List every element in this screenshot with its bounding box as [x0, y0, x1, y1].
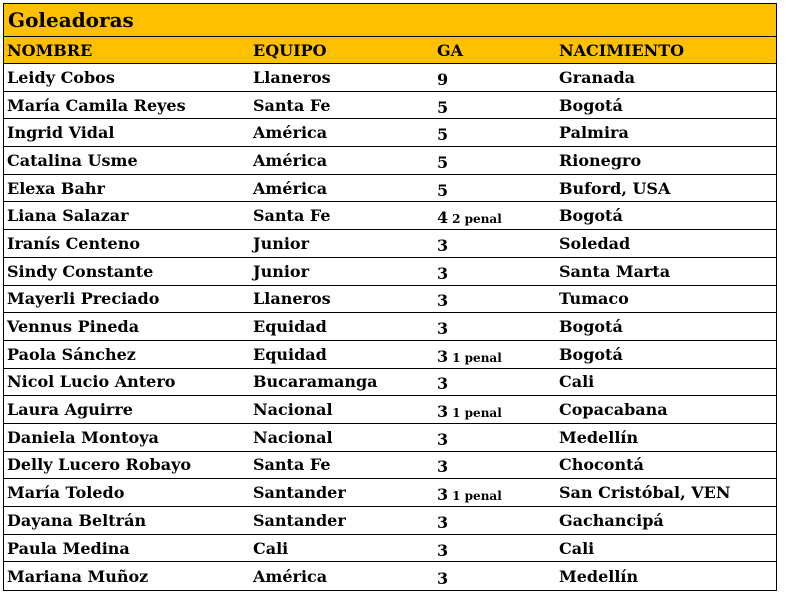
table-row: [4, 230, 776, 258]
table-row: [4, 313, 776, 341]
player-name: Elexa Bahr: [7, 178, 105, 198]
table-row: [4, 119, 776, 147]
table-row: [4, 479, 776, 507]
player-birthplace: Granada: [559, 67, 636, 87]
player-goals: 3: [437, 291, 449, 311]
player-birthplace: Cali: [559, 372, 595, 392]
table-row: [4, 202, 776, 230]
player-goals: 3: [437, 429, 449, 449]
player-goals-cell: [434, 565, 556, 588]
table-row: [4, 396, 776, 424]
player-goals-cell: [434, 537, 556, 560]
player-team: Santander: [253, 483, 346, 503]
player-birthplace: Soledad: [559, 233, 631, 253]
player-name: Catalina Usme: [7, 150, 138, 170]
player-team: América: [253, 566, 328, 586]
player-name: Daniela Montoya: [7, 427, 159, 447]
player-name: Liana Salazar: [7, 206, 129, 226]
table-row: [4, 92, 776, 120]
player-goals-cell: [434, 509, 556, 532]
player-name: Mariana Muñoz: [7, 566, 149, 586]
player-name: María Camila Reyes: [7, 95, 186, 115]
player-birthplace: Cali: [559, 538, 595, 558]
player-name: Sindy Constante: [7, 261, 154, 281]
player-name: Ingrid Vidal: [7, 123, 115, 143]
player-goals: 5: [437, 152, 449, 172]
player-team: Santander: [253, 510, 346, 530]
table-row: [4, 369, 776, 397]
player-name: Laura Aguirre: [7, 400, 133, 420]
column-header-team: EQUIPO: [253, 40, 327, 60]
column-header-birthplace: NACIMIENTO: [559, 40, 685, 60]
player-goals-cell: [434, 204, 556, 227]
player-birthplace: Bogotá: [559, 344, 623, 364]
player-team: Santa Fe: [253, 206, 331, 226]
player-goals-cell: [434, 260, 556, 283]
player-goals: 5: [437, 180, 449, 200]
player-name: Dayana Beltrán: [7, 510, 147, 530]
player-name: Nicol Lucio Antero: [7, 372, 176, 392]
player-team: Equidad: [253, 344, 327, 364]
table-row: [4, 424, 776, 452]
table-row: [4, 64, 776, 92]
player-goals-cell: [434, 66, 556, 89]
player-birthplace: Bogotá: [559, 95, 623, 115]
player-goals-cell: [434, 398, 556, 421]
column-header-row: [4, 37, 776, 64]
column-header-name: NOMBRE: [7, 40, 93, 60]
player-team: Nacional: [253, 427, 333, 447]
table-row: [4, 258, 776, 286]
player-goals: 3: [437, 319, 449, 339]
player-team: América: [253, 150, 328, 170]
penalty-note: 2 penal: [452, 212, 502, 227]
player-team: Junior: [253, 261, 310, 281]
player-team: Junior: [253, 233, 310, 253]
player-goals-cell: [434, 453, 556, 476]
player-goals-cell: [434, 232, 556, 255]
player-birthplace: Bogotá: [559, 317, 623, 337]
player-goals: 3: [437, 568, 449, 588]
table-row: [4, 562, 776, 590]
player-goals-cell: [434, 177, 556, 200]
player-goals: 3: [437, 540, 449, 560]
table-row: [4, 507, 776, 535]
player-birthplace: Buford, USA: [559, 178, 671, 198]
player-birthplace: Rionegro: [559, 150, 642, 170]
player-goals-cell: [434, 343, 556, 366]
player-team: Llaneros: [253, 67, 331, 87]
player-goals: 3: [437, 512, 449, 532]
player-goals: 3: [437, 346, 449, 366]
player-team: Llaneros: [253, 289, 331, 309]
player-team: Equidad: [253, 317, 327, 337]
player-goals: 3: [437, 263, 449, 283]
player-birthplace: Palmira: [559, 123, 629, 143]
player-goals-cell: [434, 315, 556, 338]
player-birthplace: Tumaco: [559, 289, 629, 309]
player-name: María Toledo: [7, 483, 125, 503]
table-row: [4, 175, 776, 203]
player-goals-cell: [434, 481, 556, 504]
player-name: Vennus Pineda: [7, 317, 140, 337]
player-goals: 3: [437, 235, 449, 255]
penalty-note: 1 penal: [452, 489, 502, 504]
player-goals-cell: [434, 94, 556, 117]
player-birthplace: Medellín: [559, 427, 639, 447]
player-team: Nacional: [253, 400, 333, 420]
scorers-table: [3, 3, 777, 591]
player-team: Santa Fe: [253, 455, 331, 475]
player-name: Paola Sánchez: [7, 344, 136, 364]
player-goals-cell: [434, 426, 556, 449]
player-goals-cell: [434, 370, 556, 393]
player-team: Santa Fe: [253, 95, 331, 115]
player-goals: 3: [437, 457, 449, 477]
player-team: América: [253, 123, 328, 143]
player-team: Cali: [253, 538, 289, 558]
player-name: Paula Medina: [7, 538, 130, 558]
player-birthplace: Chocontá: [559, 455, 644, 475]
player-name: Delly Lucero Robayo: [7, 455, 192, 475]
player-goals-cell: [434, 149, 556, 172]
column-header-goals: GA: [437, 40, 464, 60]
player-goals-cell: [434, 287, 556, 310]
table-row: [4, 286, 776, 314]
player-birthplace: Santa Marta: [559, 261, 671, 281]
table-body: [4, 64, 776, 590]
table-row: [4, 341, 776, 369]
player-goals: 4: [437, 208, 449, 228]
player-birthplace: Medellín: [559, 566, 639, 586]
player-birthplace: Bogotá: [559, 206, 623, 226]
player-goals: 5: [437, 125, 449, 145]
player-team: América: [253, 178, 328, 198]
table-title: Goleadoras: [4, 4, 776, 37]
player-team: Bucaramanga: [253, 372, 378, 392]
player-goals: 3: [437, 374, 449, 394]
table-row: [4, 535, 776, 563]
player-birthplace: Gachancipá: [559, 510, 664, 530]
player-goals-cell: [434, 121, 556, 144]
table-row: [4, 452, 776, 480]
player-birthplace: Copacabana: [559, 400, 668, 420]
player-goals: 3: [437, 485, 449, 505]
penalty-note: 1 penal: [452, 350, 502, 365]
player-name: Iranís Centeno: [7, 233, 140, 253]
penalty-note: 1 penal: [452, 406, 502, 421]
table-row: [4, 147, 776, 175]
player-goals: 3: [437, 402, 449, 422]
player-goals: 9: [437, 69, 449, 89]
player-name: Leidy Cobos: [7, 67, 115, 87]
player-goals: 5: [437, 97, 449, 117]
player-birthplace: San Cristóbal, VEN: [559, 483, 731, 503]
player-name: Mayerli Preciado: [7, 289, 160, 309]
